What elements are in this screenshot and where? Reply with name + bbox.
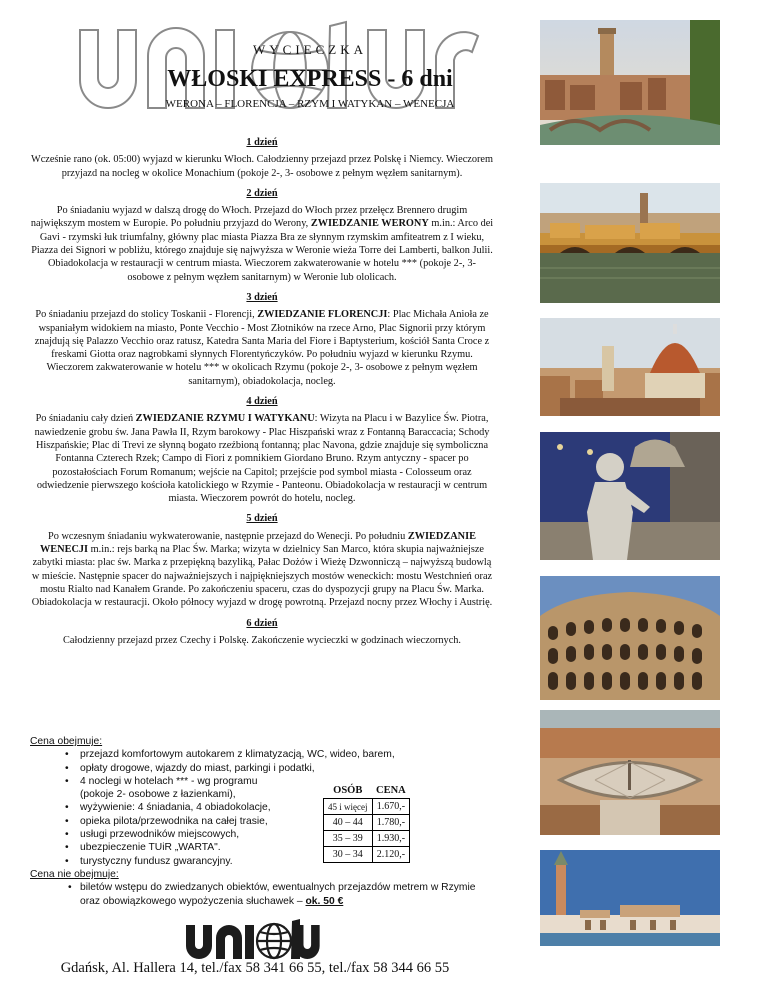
day-6 bbox=[30, 617, 494, 648]
day-3 bbox=[30, 291, 494, 388]
included-item: • turystyczny fundusz gwarancyjny. bbox=[65, 855, 430, 868]
day-text-segment: m.in.: rejs barką na Plac Św. Marka; wizyta w dzielnicy San Marco, która skupia najważniejsze zabytki miasta: plac św. Marka z przepiękną bazyliką, Pałac Dożów i Wieżę Dzwonniczą – najwyższą budowlą w mieście. Następnie spacer do najważniejszych i najpiękniejszych mostów weneckich: mostu Westchnień oraz mostu Rialto nad Kanałem Grande. Po zakończeniu spaceru, czas do dyspozycji grupy na Placu Św. Marka. Obiadokolacja w restauracji. Około północy wyjazd w drogę powrotną. Przejazd nocny przez Włochy i Austrię. bbox=[31, 544, 493, 609]
price-row bbox=[324, 847, 410, 863]
program bbox=[30, 136, 494, 654]
price-table bbox=[323, 783, 410, 863]
day-description bbox=[30, 412, 494, 505]
included-item: • opłaty drogowe, wjazdy do miast, parkingi i podatki, bbox=[65, 762, 430, 775]
price-table-header-persons: OSÓB bbox=[333, 785, 363, 796]
price-row-price: 2.120,- bbox=[372, 847, 410, 863]
day-description bbox=[30, 204, 494, 284]
header bbox=[50, 18, 570, 118]
excluded-section bbox=[30, 868, 490, 908]
included-item: • 4 noclegi w hotelach *** - wg programu bbox=[65, 775, 430, 788]
david-statue-icon bbox=[540, 432, 720, 560]
day-description bbox=[30, 153, 494, 180]
price-row-persons: 45 i więcej bbox=[324, 799, 373, 815]
price-table-header-price: CENA bbox=[376, 785, 406, 796]
day-text-segment: : Wizyta na Placu i w Bazylice Św. Piotra, nawiedzenie grobu św. Jana Pawła II, Rzym barokowy - Plac Hiszpański wraz z Fontanną Baraccacia; Schody Hiszpańskie; Plac di Trevi ze słynną bogato rzeźbioną fontanną; plac Navona, gdzie znajduje się symboliczna Fontanna Czterech Rzek; Campo di Fiori z pomnikiem Giordano Bruno. Rzym antyczny - spacer po pozostałościach Forum Romanum; wejście na Capitol; przejście pod symbol miasta - Colosseum oraz odwiedzenie pierwszego kościoła katolickiego w Rzymie - Panteonu. Obiadokolacja w restauracji w centrum miasta. Wieczorem powrót do hotelu, nocleg. bbox=[34, 413, 490, 505]
included-item: • wyżywienie: 4 śniadania, 4 obiadokolacje, bbox=[65, 801, 430, 814]
verona-panorama-icon bbox=[540, 20, 720, 145]
day-heading: 4 dzień bbox=[246, 396, 278, 408]
price-row-price: 1.930,- bbox=[372, 831, 410, 847]
day-highlight: ZWIEDZANIE WENECJI bbox=[40, 530, 476, 556]
day-description bbox=[30, 530, 494, 610]
day-heading: 5 dzień bbox=[246, 513, 278, 525]
excluded-heading: Cena nie obejmuje: bbox=[30, 869, 119, 880]
included-item: • opieka pilota/przewodnika na całej trasie, bbox=[65, 815, 430, 828]
included-heading: Cena obejmuje: bbox=[30, 736, 103, 747]
day-5 bbox=[30, 512, 494, 609]
day-text-segment: m.in.: Arco dei Gavi - rzymski łuk triumfalny, główny plac miasta Piazza Bra ze słynnym rzymskim amfiteatrem z I wieku, Piazza dei Signori w pobliżu, którego znajduje się najwyższa w Weronie wieża Torre dei Lamberti, balkon Julii. Obiadokolacja w restauracji w centrum miasta. Wieczorem zakwaterowanie w hotelu *** (pokoje 2-, 3- osobowe z pełnym węzłem sanitarnym) w Weronie lub ololicach. bbox=[31, 218, 494, 283]
unitur-logo bbox=[182, 917, 332, 965]
day-1 bbox=[30, 136, 494, 180]
price-row-price: 1.670,- bbox=[372, 799, 410, 815]
price-row bbox=[324, 831, 410, 847]
day-text-segment: Całodzienny przejazd przez Czechy i Polskę. Zakończenie wycieczki w godzinach wieczornych. bbox=[63, 634, 461, 646]
price-row bbox=[324, 799, 410, 815]
footer-address: Gdańsk, Al. Hallera 14, tel./fax 58 341 66 55, tel./fax 58 344 66 55 bbox=[60, 960, 450, 976]
st-peters-square-icon bbox=[540, 710, 720, 835]
day-description bbox=[30, 634, 494, 647]
excluded-item-text: biletów wstępu do zwiedzanych obiektów, ewentualnych przejazdów metrem w Rzymie oraz obowiązkowego wypożyczenia słuchawek – bbox=[80, 882, 476, 907]
day-text-segment: Po śniadaniu cały dzień bbox=[35, 413, 136, 425]
price-row-persons: 30 – 34 bbox=[324, 847, 373, 863]
day-text-segment: Wcześnie rano (ok. 05:00) wyjazd w kierunku Włoch. Całodzienny przejazd przez Polskę i Niemcy. Wieczorem przyjazd na nocleg w okolice Monachium (pokoje 2-, 3- osobowe z pełnym węzłem sanitarnym). bbox=[30, 154, 493, 179]
included-item: (pokoje 2- osobowe z łazienkami), bbox=[80, 789, 236, 801]
trip-kicker: WYCIECZKA bbox=[253, 42, 367, 57]
price-row-price: 1.780,- bbox=[372, 815, 410, 831]
day-description bbox=[30, 308, 494, 388]
day-highlight: ZWIEDZANIE FLORENCJI bbox=[257, 309, 388, 321]
colosseum-icon bbox=[540, 576, 720, 700]
day-heading: 1 dzień bbox=[246, 137, 278, 148]
trip-title: WŁOSKI EXPRESS - 6 dni bbox=[167, 66, 453, 92]
day-text-segment: : Plac Michała Anioła ze wspaniałym widokiem na miasto, Ponte Vecchio - Most Złotników na rzece Arno, Plac Signorii przy którym znajdują się Palazzo Vecchio oraz ratusz, Katedra Santa Maria del Fiore i Baptysterium, kościół Santa Croce z freskami Giotta oraz nagrobkami słynnych Florentyńczyków. Po południu wyjazd w kierunku Rzymu. Wieczorem zakwaterowanie w hotelu *** w okolicach Rzymu (pokoje 2-, 3- osobowe z pełnym węzłem sanitarnym), obiadokolacja, nocleg. bbox=[34, 309, 490, 387]
price-row bbox=[324, 815, 410, 831]
price-row-persons: 40 – 44 bbox=[324, 815, 373, 831]
day-text-segment: Po śniadaniu przejazd do stolicy Toskanii - Florencji, bbox=[35, 309, 258, 321]
florence-duomo-icon bbox=[540, 318, 720, 416]
day-heading: 6 dzień bbox=[246, 617, 278, 629]
included-item: • ubezpieczenie TUiR „WARTA". bbox=[65, 841, 430, 854]
day-4 bbox=[30, 395, 494, 505]
venice-campanile-icon bbox=[540, 850, 720, 946]
day-heading: 3 dzień bbox=[246, 291, 278, 303]
price-row-persons: 35 – 39 bbox=[324, 831, 373, 847]
florence-ponte-vecchio-icon bbox=[540, 183, 720, 303]
day-text-segment: Po śniadaniu wyjazd w dalszą drogę do Włoch. Przejazd do Włoch przez przełęcz Brennero drugim największym mostem w Europie. Po południu przyjazd do Werony, bbox=[30, 205, 468, 230]
day-2 bbox=[30, 187, 494, 284]
excluded-item bbox=[70, 881, 490, 908]
day-highlight: ZWIEDZANIE RZYMU I WATYKANU bbox=[135, 413, 315, 425]
day-highlight: ZWIEDZANIE WERONY bbox=[310, 218, 429, 230]
included-item: • usługi przewodników miejscowych, bbox=[65, 828, 430, 841]
trip-route: WERONA – FLORENCJA – RZYM I WATYKAN – WENECJA bbox=[165, 98, 455, 110]
day-heading: 2 dzień bbox=[246, 187, 278, 199]
excluded-item-price: ok. 50 € bbox=[305, 895, 344, 907]
included-item: • przejazd komfortowym autokarem z klimatyzacją, WC, wideo, barem, bbox=[65, 748, 430, 761]
day-text-segment: Po wczesnym śniadaniu wykwaterowanie, następnie przejazd do Wenecji. Po południu bbox=[48, 530, 408, 542]
